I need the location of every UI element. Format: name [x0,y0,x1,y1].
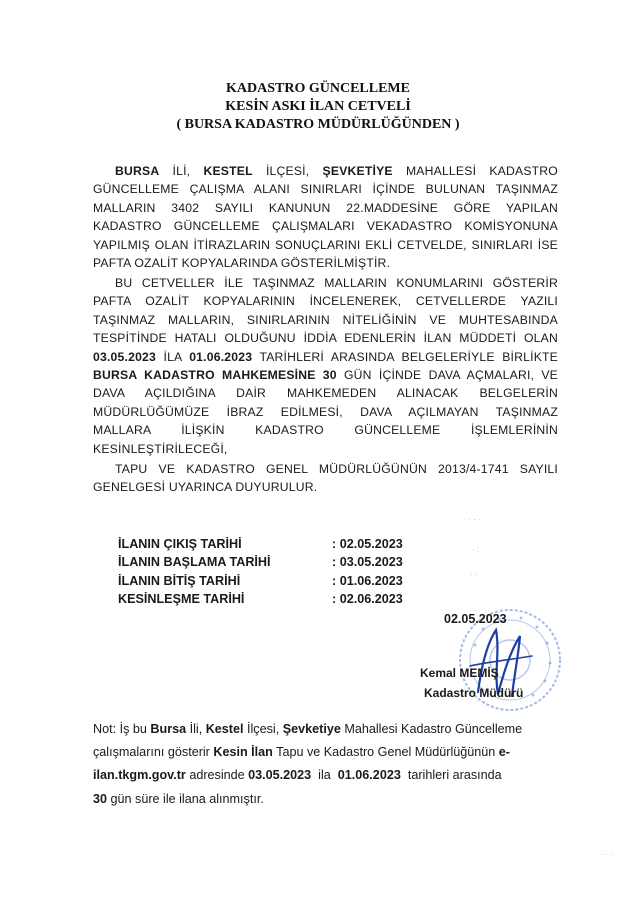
note-neighborhood: Şevketiye [282,722,341,736]
announcement-paragraph-3 [93,460,558,497]
district-name: KESTEL [203,164,253,178]
scan-artifact: · : [472,545,480,554]
note-end-date: 01.06.2023 [337,768,401,783]
date-row [118,553,438,571]
date-value: : 03.05.2023 [332,555,403,570]
announcement-dates [118,535,438,609]
paragraph-line: BURSA KADASTRO MAHKEMESİNE 30 GÜN İÇİNDE DAVA AÇMALARI, VE [93,368,558,383]
note-start-date: 03.05.2023 [248,768,312,783]
paragraph-line: PAFTA OZALİT KOPYALARININ İNCELENEREK, CETVELLERDE YAZILI [93,294,558,309]
date-value: : 02.06.2023 [332,592,403,607]
court-name: BURSA KADASTRO MAHKEMESİNE [93,368,316,383]
note-line: 30 gün süre ile ilana alınmıştır. [93,791,264,806]
scan-artifact: · · · [600,850,613,859]
date-label: KESİNLEŞME TARİHİ [118,592,245,607]
scan-artifact: · · · [468,515,481,524]
period-start-date: 03.05.2023 [93,349,156,364]
date-row [118,535,438,553]
date-row [118,590,438,608]
signatory-name: Kemal MEMİŞ [420,666,499,680]
paragraph-line: BURSA İLİ, KESTEL İLÇESİ, ŞEVKETİYE MAHALLESİ KADASTRO [115,164,558,178]
date-label: İLANIN BAŞLAMA TARİHİ [118,555,271,570]
note-province: Bursa [150,722,187,736]
date-value: : 02.05.2023 [332,537,403,551]
note-line: çalışmalarını gösterir Kesin İlan Tapu ve Kadastro Genel Müdürlüğünün e- [93,745,510,760]
signatory-title: Kadastro Müdürü [424,686,524,700]
paragraph-line: KADASTRO GÜNCELLEME ÇALIŞMALARI VEKADASTRO KOMİSYONUNA [93,219,558,234]
paragraph-line: 03.05.2023 İLA 01.06.2023 TARİHLERİ ARASINDA BELGELERİYLE BİRLİKTE [93,349,558,364]
note-district: Kestel [205,722,244,736]
date-row [118,572,438,590]
date-value: : 01.06.2023 [332,573,403,588]
scan-artifact: · · [470,570,478,579]
paragraph-line: PAFTA OZALİT KOPYALARINDA GÖSTERİLMİŞTİR. [93,256,391,271]
paragraph-line: BU CETVELLER İLE TAŞINMAZ MALLARIN KONUMLARINI GÖSTERİR [115,276,558,290]
note-final-notice: Kesin İlan [213,745,273,760]
paragraph-line: TAŞINMAZ MALLARIN, SINIRLARININ NİTELİĞİNİN VE MUHTESABINDA [93,312,558,327]
paragraph-line: MÜDÜRLÜĞÜMÜZE İBRAZ EDİLMESİ, DAVA AÇILMAYAN TAŞINMAZ [93,404,558,419]
announcement-paragraph-1 [93,162,558,272]
date-label: İLANIN BİTİŞ TARİHİ [118,573,241,588]
paragraph-line: TESPİTİNDE HATALI OLDUĞUNU İDDİA EDENLERİN İLAN MÜDDETİ OLAN [93,331,558,346]
paragraph-line: TAPU VE KADASTRO GENEL MÜDÜRLÜĞÜNÜN 2013/4-1741 SAYILI [115,462,558,476]
period-end-date: 01.06.2023 [189,349,253,364]
neighborhood-name: ŞEVKETİYE [322,164,393,178]
footnote [93,718,563,811]
paragraph-line: YAPILMIŞ OLAN İTİRAZLARIN SONUÇLARINI EKLİ CETVELDE, SINIRLARI İSE [93,237,558,252]
note-line: ilan.tkgm.gov.tr adresinde 03.05.2023 ila 01.06.2023 tarihleri arasında [93,768,502,783]
signature-date: 02.05.2023 [444,612,507,626]
note-line: Not: İş bu Bursa İli, Kestel İlçesi, Şevketiye Mahallesi Kadastro Güncelleme [93,722,523,736]
paragraph-line: DAVA AÇILDIĞINA DAİR MAHKEMEDEN ALINACAK BELGELERİN [93,386,558,401]
paragraph-line: GÜNCELLEME ÇALIŞMA ALANI SINIRLARI İÇİNDE BULUNAN TAŞINMAZ [93,182,558,197]
date-label: İLANIN ÇIKIŞ TARİHİ [118,537,242,551]
note-day-count: 30 [93,791,108,806]
province-name: BURSA [115,164,160,178]
document-subtitle: KESİN ASKI İLAN CETVELİ [225,99,411,114]
paragraph-line: MALLARA İLİŞKİN KADASTRO GÜNCELLEME İŞLEMLERİNİN [93,423,558,438]
paragraph-line: GENELGESİ UYARINCA DUYURULUR. [93,480,318,495]
day-count: 30 [322,368,337,383]
document-title: KADASTRO GÜNCELLEME [226,81,410,96]
paragraph-line: KESİNLEŞTİRİLECEĞİ, [93,441,228,456]
paragraph-line: MALLARIN 3402 SAYILI KANUNUN 22.MADDESİNE GÖRE YAPILAN [93,200,558,215]
issuing-office: ( BURSA KADASTRO MÜDÜRLÜĞÜNDEN ) [176,117,460,132]
announcement-paragraph-2 [93,274,558,458]
note-website-link[interactable]: ilan.tkgm.gov.tr [93,768,186,783]
